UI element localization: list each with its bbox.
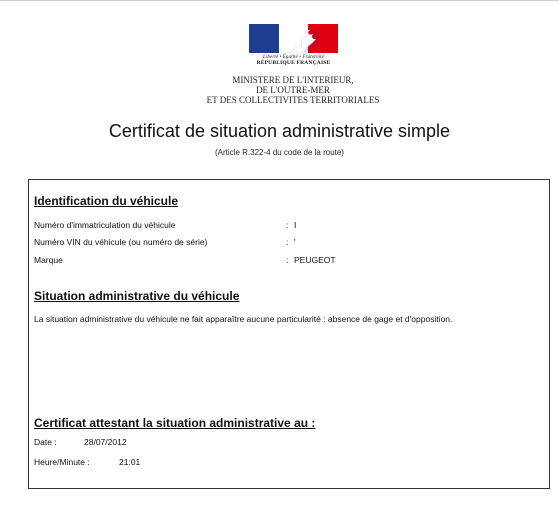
republique-francaise-label: RÉPUBLIQUE FRANÇAISE (256, 60, 331, 66)
date-value: 28/07/2012 (84, 437, 127, 447)
brand-separator: : (286, 255, 289, 265)
brand-value: PEUGEOT (294, 255, 336, 265)
ministry-line: ET DES COLLECTIVITES TERRITORIALES (206, 95, 380, 105)
time-label: Heure/Minute : (34, 457, 90, 467)
situation-text: La situation administrative du véhicule ne fait apparaître aucune particularité : absence de gage et d'opposition. (34, 314, 453, 324)
plate-number-value: I (294, 220, 297, 230)
certificate-heading: Certificat attestant la situation administrative au : (34, 416, 316, 430)
vin-separator: : (286, 237, 289, 247)
ministry-line: MINISTERE DE L'INTERIEUR, (232, 75, 354, 85)
plate-number-separator: : (286, 220, 289, 230)
brand-label: Marque (34, 255, 63, 265)
document-title: Certificat de situation administrative simple (108, 121, 451, 141)
vin-value: ' (294, 237, 296, 247)
time-value: 21:01 (119, 457, 141, 467)
republique-francaise-logo (249, 24, 338, 66)
ministry-name (160, 75, 426, 105)
republic-motto: Liberté • Égalité • Fraternité (263, 55, 324, 60)
document-subtitle: (Article R.322-4 du code de la route) (215, 148, 344, 157)
marianne-icon (289, 25, 329, 53)
ministry-line: DE L'OUTRE-MER (256, 85, 330, 95)
situation-heading: Situation administrative du véhicule (34, 289, 240, 303)
vin-label: Numéro VIN du véhicule (ou numéro de série) (34, 237, 208, 247)
date-label: Date : (34, 437, 57, 447)
identification-heading: Identification du véhicule (34, 194, 179, 208)
plate-number-label: Numéro d'immatriculation du véhicule (34, 220, 176, 230)
certificate-frame (28, 179, 550, 489)
tricolor-flag (249, 24, 338, 53)
